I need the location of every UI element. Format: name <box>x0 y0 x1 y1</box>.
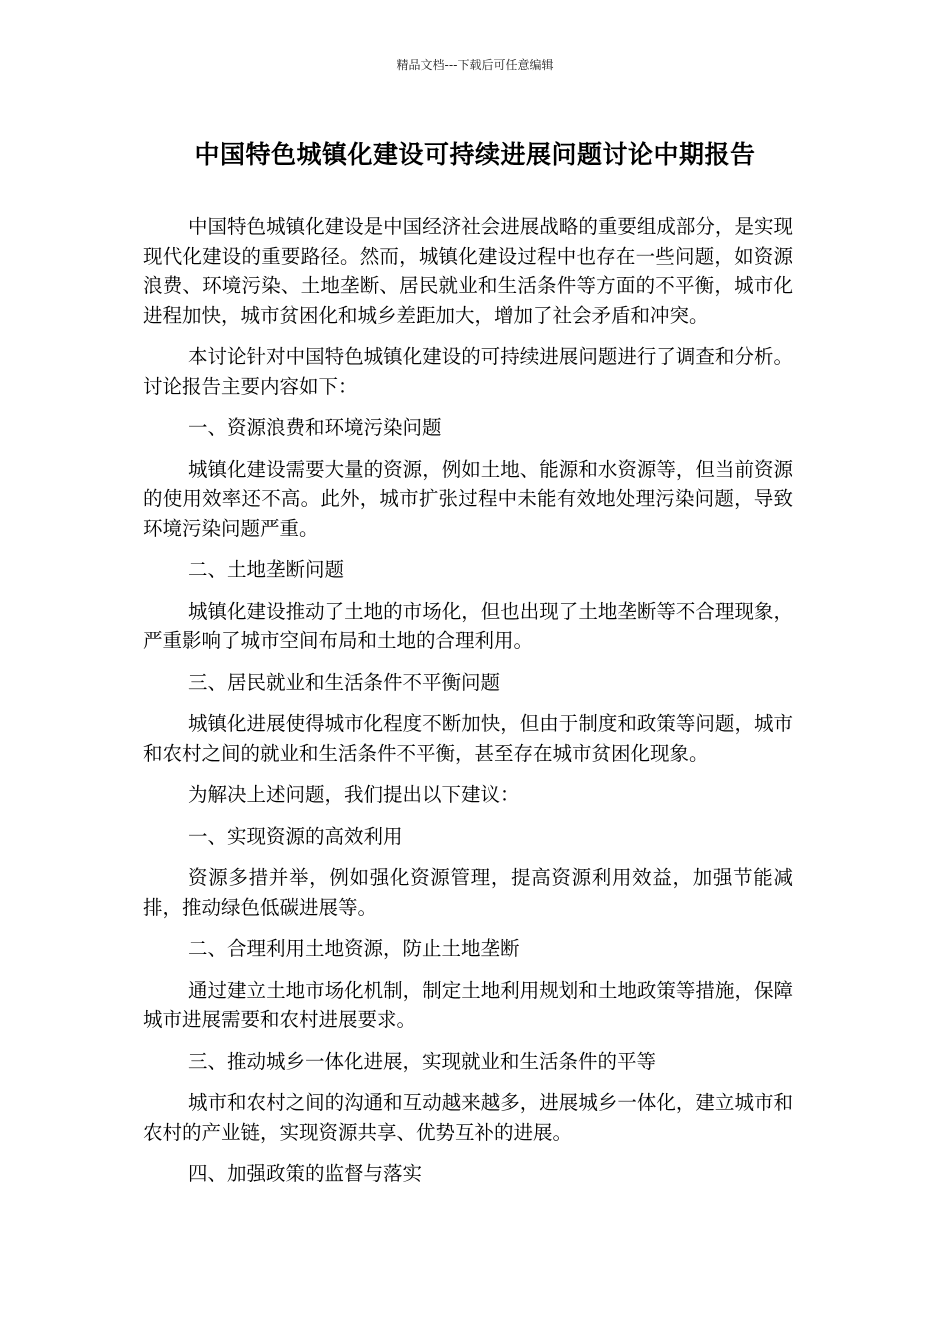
section-heading-land-monopoly: 二、土地垄断问题 <box>188 558 345 581</box>
suggestion-heading-land-use: 二、合理利用土地资源，防止土地垄断 <box>188 937 520 960</box>
suggestion-heading-policy-supervision: 四、加强政策的监督与落实 <box>188 1162 423 1185</box>
paragraph-employment-imbalance: 城镇化进展使得城市化程度不断加快，但由于制度和政策等问题，城市和农村之间的就业和生活条件不平衡，甚至存在城市贫困化现象。 <box>143 712 793 765</box>
suggestion-heading-resource-efficiency: 一、实现资源的高效利用 <box>188 824 403 848</box>
paragraph-land-monopoly: 城镇化建设推动了土地的市场化，但也出现了土地垄断等不合理现象，严重影响了城市空间布局和土地的合理利用。 <box>143 599 793 652</box>
suggestion-heading-urban-rural: 三、推动城乡一体化进展，实现就业和生活条件的平等 <box>188 1049 657 1073</box>
paragraph-land-use: 通过建立土地市场化机制，制定土地利用规划和土地政策等措施，保障城市进展需要和农村进展要求。 <box>143 978 793 1031</box>
paragraph-resource-efficiency: 资源多措并举，例如强化资源管理，提高资源利用效益，加强节能减排，推动绿色低碳进展等。 <box>143 866 793 919</box>
paragraph-urban-rural: 城市和农村之间的沟通和互动越来越多，进展城乡一体化，建立城市和农村的产业链，实现资源共享、优势互补的进展。 <box>143 1091 793 1144</box>
document-title: 中国特色城镇化建设可持续进展问题讨论中期报告 <box>194 140 756 169</box>
document-body <box>143 212 793 1201</box>
paragraph-intro: 中国特色城镇化建设是中国经济社会进展战略的重要组成部分，是实现现代化建设的重要路径。然而，城镇化建设过程中也存在一些问题，如资源浪费、环境污染、土地垄断、居民就业和生活条件等方面的不平衡，城市化进程加快，城市贫困化和城乡差距加大，增加了社会矛盾和冲突。 <box>143 215 793 327</box>
paragraph-scope: 本讨论针对中国特色城镇化建设的可持续进展问题进行了调查和分析。讨论报告主要内容如下： <box>143 345 793 398</box>
section-heading-resource-pollution: 一、资源浪费和环境污染问题 <box>188 416 442 439</box>
paragraph-suggestions-intro: 为解决上述问题，我们提出以下建议： <box>188 783 520 806</box>
page-header-note: 精品文档---下载后可任意编辑 <box>396 58 554 72</box>
paragraph-resource-pollution: 城镇化建设需要大量的资源，例如土地、能源和水资源等，但当前资源的使用效率还不高。此外，城市扩张过程中未能有效地处理污染问题，导致环境污染问题严重。 <box>143 457 793 540</box>
section-heading-employment-imbalance: 三、居民就业和生活条件不平衡问题 <box>188 670 501 694</box>
